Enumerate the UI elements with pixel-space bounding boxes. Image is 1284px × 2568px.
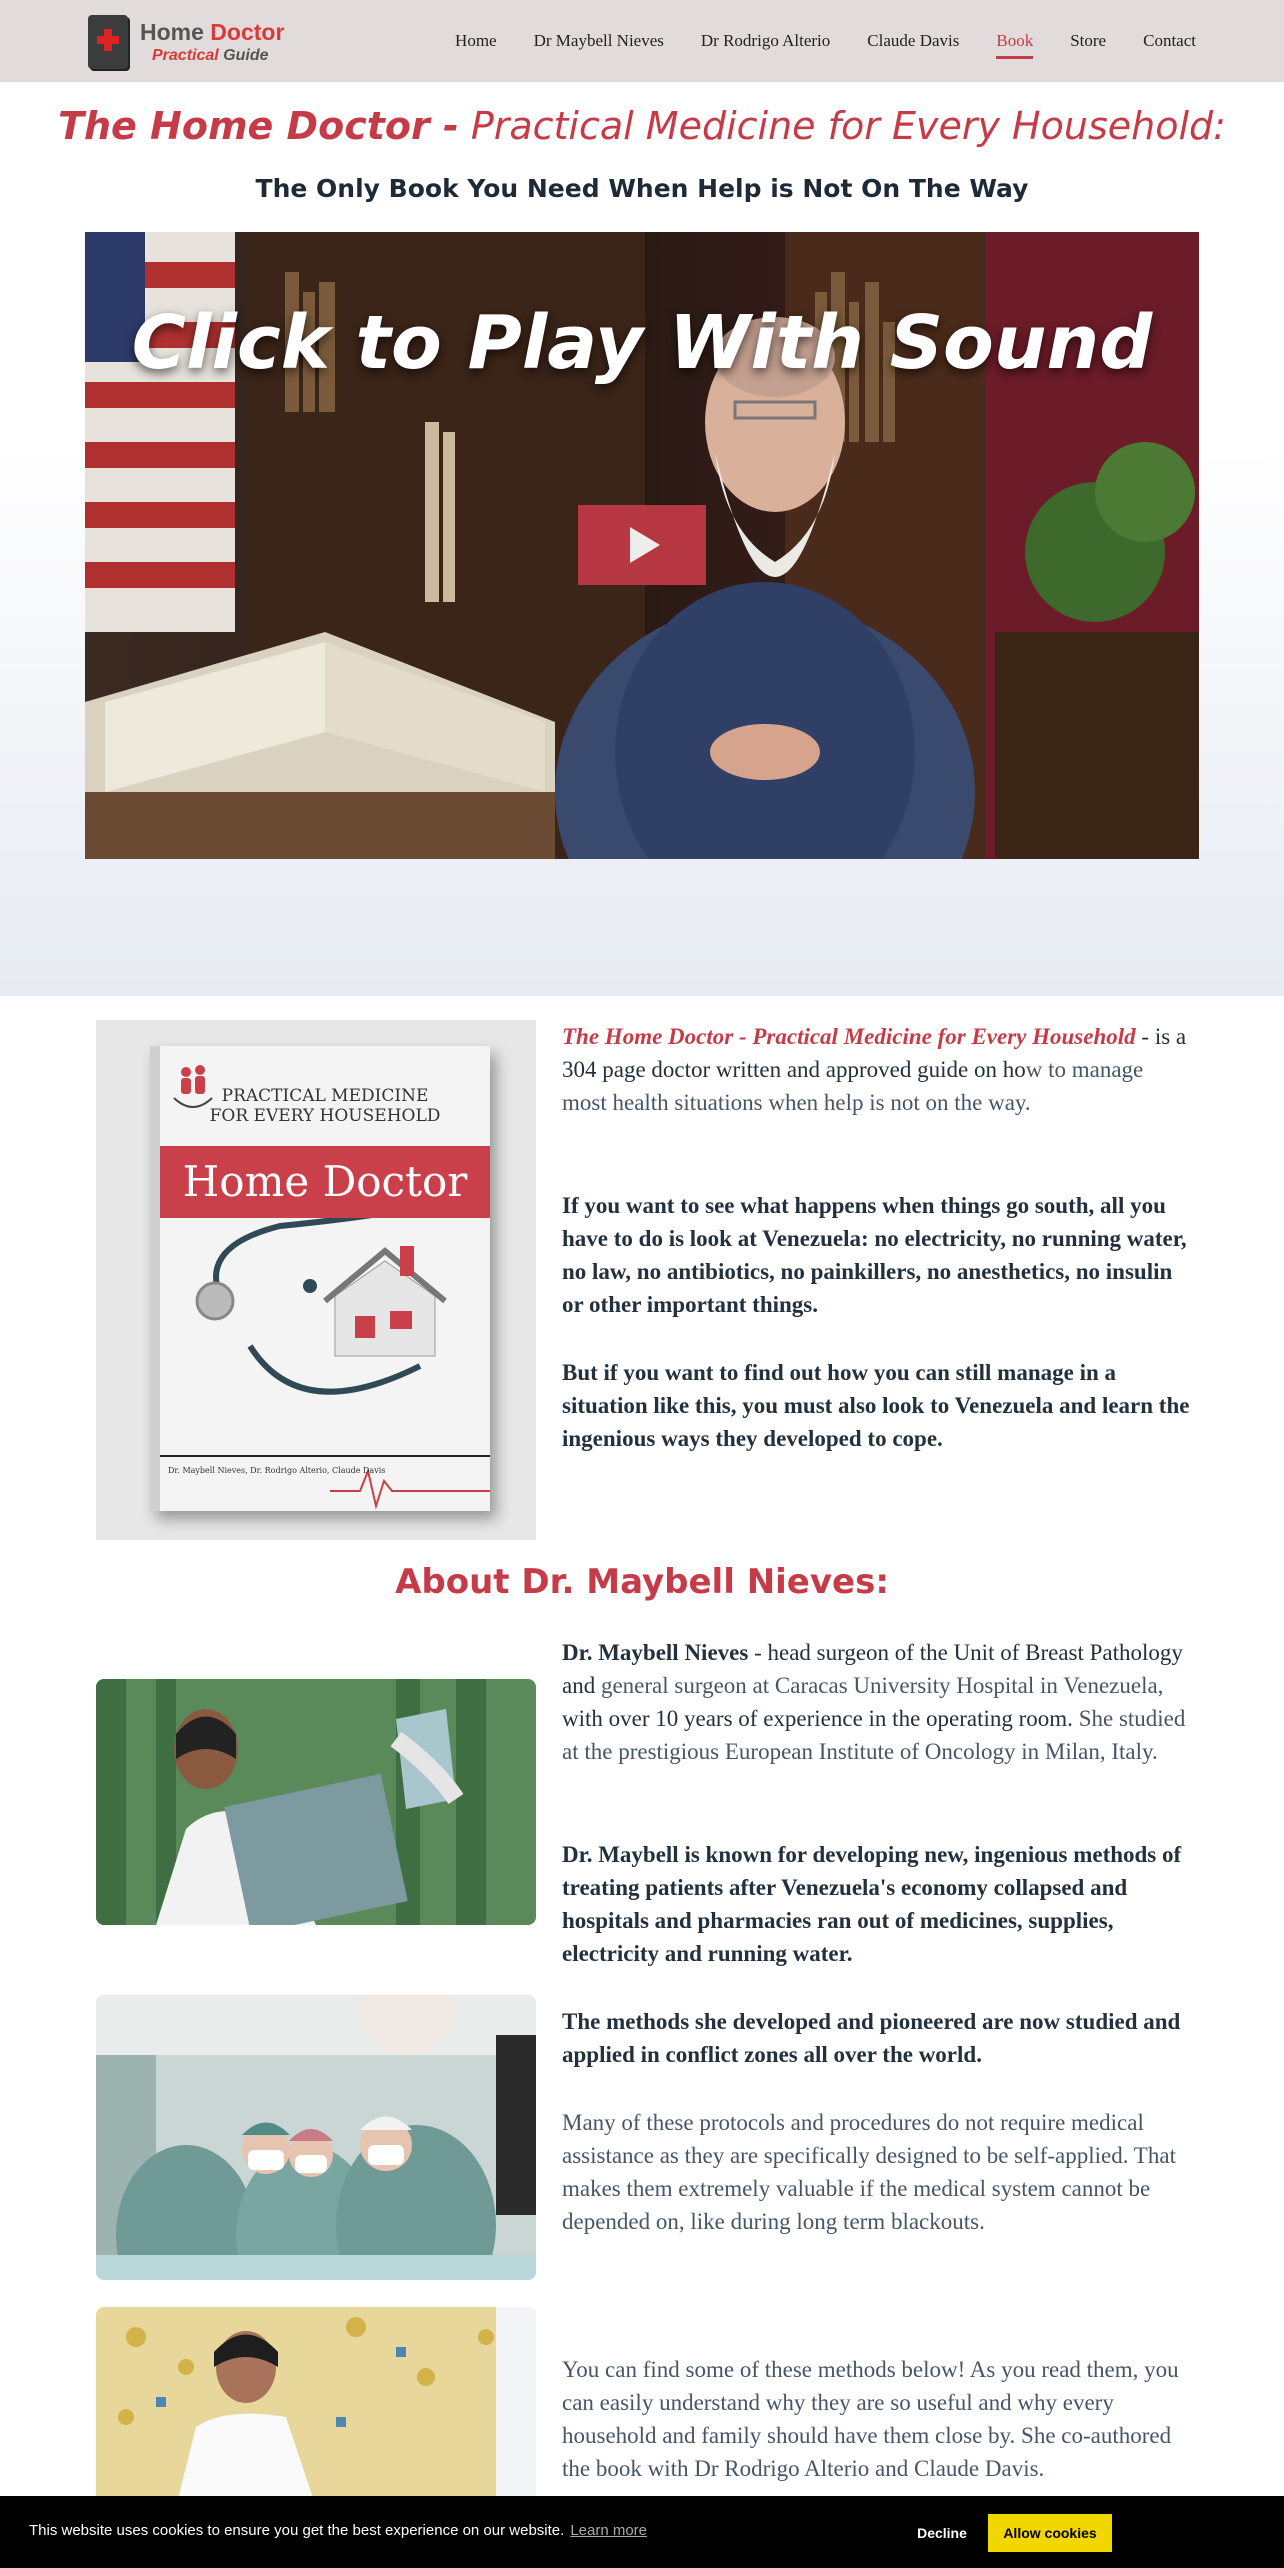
nav-home[interactable]: Home: [455, 31, 497, 50]
nav-book[interactable]: Book: [996, 31, 1034, 50]
venezuela-paragraph: If you want to see what happens when things go south, all you have to do is look at Venezuela: no electricity, no running water, no law, no antibiotics, no painkillers, no anesthetics, no insulin or other important things.: [562, 1193, 1187, 1317]
main-menu: [418, 0, 1196, 82]
about-heading: About Dr. Maybell Nieves:: [395, 1562, 889, 1602]
nav-dr-rodrigo-alterio[interactable]: Dr Rodrigo Alterio: [700, 31, 831, 50]
nav-store[interactable]: Store: [1070, 31, 1107, 50]
page-subtitle: The Only Book You Need When Help is Not On The Way: [255, 174, 1029, 203]
nav-claude-davis[interactable]: Claude Davis: [867, 31, 960, 50]
video-player[interactable]: [85, 232, 1199, 859]
cookie-banner: [0, 2496, 1284, 2568]
book-cover-image: [96, 1020, 536, 1540]
nav-contact[interactable]: Contact: [1143, 31, 1196, 50]
cookie-message: This website uses cookies to ensure you get the best experience on our website. Learn more: [29, 2522, 648, 2539]
logo-word-doctor: Doctor: [210, 18, 285, 45]
surgeons-photo: [96, 1995, 536, 2280]
site-logo[interactable]: [88, 14, 288, 70]
hero-section: [0, 82, 1284, 996]
video-overlay-text: Click to Play With Sound: [131, 300, 1153, 386]
cope-paragraph: But if you want to find out how you can still manage in a situation like this, you must also look to Venezuela and learn the ingenious ways they developed to cope.: [562, 1360, 1190, 1451]
top-navbar: [0, 0, 1284, 82]
book-cover: [150, 1046, 490, 1511]
cookie-allow-button[interactable]: Allow cookies: [988, 2514, 1112, 2552]
logo-word-home: Home: [140, 18, 204, 45]
logo-word-guide: Guide: [223, 46, 269, 64]
about-conflict-zones-paragraph: The methods she developed and pioneered are now studied and applied in conflict zones all over the world.: [562, 2009, 1181, 2067]
book-cover-title: Home Doctor: [160, 1146, 490, 1218]
about-find-methods-paragraph: You can find some of these methods below! As you read them, you can easily understand why they are so useful and why every household and family should have them close by. She co-authored the book with Dr Rodrigo Alterio and Claude Davis.: [562, 2357, 1179, 2481]
intro-paragraph: The Home Doctor - Practical Medicine for Every Household - is a 304 page doctor written and approved guide on how to manage most health situations when help is not on the way.: [562, 1024, 1187, 1115]
about-bio-paragraph: Dr. Maybell Nieves - head surgeon of the Unit of Breast Pathology and general surgeon at Caracas University Hospital in Venezuela, with over 10 years of experience in the operating room. She studied at the prestigious European Institute of Oncology in Milan, Italy.: [562, 1640, 1186, 1764]
doctor-writing-photo: [96, 2307, 536, 2507]
book-cover-subtitle: PRACTICAL MEDICINE FOR EVERY HOUSEHOLD: [209, 1086, 441, 1127]
cookie-decline-button[interactable]: Decline: [917, 2525, 967, 2541]
about-methods-paragraph: Dr. Maybell is known for developing new, ingenious methods of treating patients after Venezuela's economy collapsed and hospitals and pharmacies ran out of medicines, supplies, electricity and running water.: [562, 1842, 1182, 1966]
book-cover-authors: Dr. Maybell Nieves, Dr. Rodrigo Alterio, Claude Davis: [168, 1466, 386, 1475]
play-icon[interactable]: [578, 505, 706, 585]
nav-dr-maybell-nieves[interactable]: Dr Maybell Nieves: [533, 31, 664, 50]
logo-word-practical: Practical: [152, 46, 219, 64]
page-title: The Home Doctor - Practical Medicine for Every Household:: [58, 104, 1226, 148]
cookie-learn-more-link[interactable]: Learn more: [570, 2522, 648, 2539]
book-title-link: The Home Doctor - Practical Medicine for Every Household: [562, 1024, 1136, 1049]
about-protocols-paragraph: Many of these protocols and procedures do not require medical assistance as they are specifically designed to be self-applied. That makes them extremely valuable if the medical system cannot be depended on, like during long term blackouts.: [562, 2110, 1176, 2234]
doctor-xray-photo: [96, 1679, 536, 1925]
medical-book-icon: [88, 15, 128, 69]
